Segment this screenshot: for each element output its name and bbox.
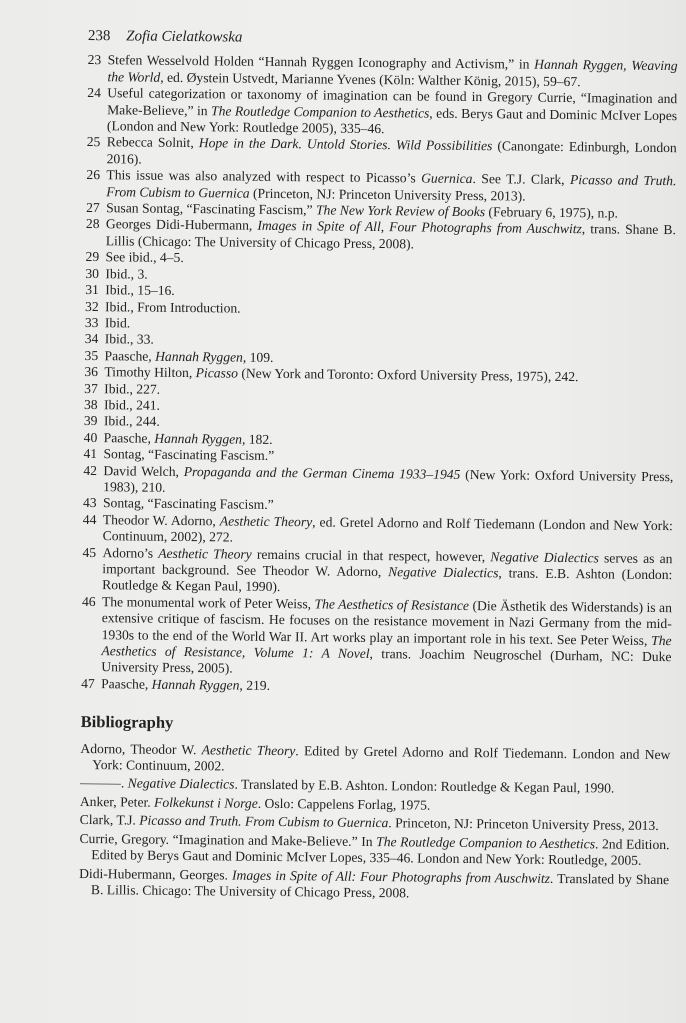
italic-title: Picasso and Truth. From Cubism to Guernica bbox=[106, 172, 677, 201]
text-run: Currie, Gregory. “Imagination and Make-Believe.” In bbox=[79, 830, 377, 849]
text-run: Sontag, “Fascinating Fascism.” bbox=[102, 495, 274, 513]
italic-title: The Aesthetics of Resistance, Volume 1: A Novel bbox=[101, 632, 672, 662]
italic-title: Aesthetic Theory bbox=[158, 545, 252, 562]
text-run: David Welch, bbox=[103, 462, 184, 479]
text-run: Timothy Hilton, bbox=[104, 364, 196, 381]
endnote-number: 38 bbox=[83, 396, 98, 413]
text-run: , ed. Gretel Adorno and Rolf Tiedemann (London and New York: Continuum, 2002), 272. bbox=[102, 514, 673, 545]
running-head bbox=[88, 28, 678, 51]
italic-title: Hannah Ryggen, Weaving the World bbox=[107, 57, 678, 85]
endnote-number: 34 bbox=[84, 331, 99, 347]
text-run: (February 6, 1975), n.p. bbox=[484, 204, 619, 221]
bibliography-entry bbox=[79, 831, 669, 870]
endnote bbox=[87, 85, 677, 140]
endnote-number: 43 bbox=[82, 495, 97, 511]
text-run: Ibid. bbox=[104, 315, 131, 331]
text-run: ———. bbox=[80, 775, 128, 791]
text-run: (Canongate: Edinburgh, London 2016). bbox=[106, 138, 677, 167]
italic-title: Negative Dialectics bbox=[388, 564, 499, 581]
endnote-number: 24 bbox=[87, 85, 101, 101]
text-run: (Princeton, NJ: Princeton University Press, 2013). bbox=[249, 185, 526, 204]
endnote bbox=[82, 545, 672, 600]
italic-title: The New York Review of Books bbox=[315, 202, 486, 220]
italic-title: Folkekunst i Norge bbox=[154, 794, 258, 811]
endnote bbox=[81, 594, 672, 682]
bibliography-list bbox=[79, 741, 671, 905]
page-number: 238 bbox=[87, 28, 111, 45]
text-run: Clark, T.J. bbox=[79, 812, 140, 828]
italic-title: The Routledge Companion to Aesthetics bbox=[376, 833, 596, 852]
endnote-number: 28 bbox=[85, 216, 100, 232]
text-run: serves as an important background. See Theodor W. Adorno, bbox=[102, 549, 673, 580]
endnote-number: 41 bbox=[83, 446, 98, 462]
italic-title: Images in Spite of All: Four Photographs from Auschwitz bbox=[231, 867, 551, 886]
italic-title: The Aesthetics of Resistance bbox=[314, 596, 470, 613]
italic-title: The Routledge Companion to Aesthetics bbox=[211, 102, 430, 121]
bibliography-entry bbox=[79, 865, 669, 904]
text-run: Paasche, bbox=[103, 429, 155, 446]
bibliography-heading: Bibliography bbox=[80, 712, 174, 733]
endnote-number: 33 bbox=[84, 314, 99, 331]
text-run: This issue was also analyzed with respect to Picasso’s bbox=[106, 167, 422, 186]
text-run: . Translated by Shane B. Lillis. Chicago: The University of Chicago Press, 2008. bbox=[90, 870, 670, 901]
italic-title: Hannah Ryggen bbox=[154, 430, 243, 447]
text-run: (New York and Toronto: Oxford University Press, 1975), 242. bbox=[237, 365, 579, 385]
endnote-number: 37 bbox=[84, 380, 98, 396]
text-run: Anker, Peter. bbox=[79, 793, 155, 810]
text-run: Adorno, Theodor W. bbox=[80, 740, 202, 757]
endnote-number: 27 bbox=[86, 200, 100, 216]
italic-title: Hannah Ryggen bbox=[155, 348, 243, 365]
endnote-text bbox=[107, 85, 677, 140]
text-run: Ibid., 227. bbox=[104, 380, 161, 397]
endnote-text bbox=[101, 594, 672, 682]
italic-title: Negative Dialectics bbox=[127, 775, 235, 793]
running-head-author: Zofia Cielatkowska bbox=[126, 28, 243, 46]
endnote-number: 42 bbox=[83, 462, 98, 478]
endnote-number: 30 bbox=[85, 265, 100, 281]
italic-title: Guernica bbox=[421, 170, 473, 187]
endnote-number: 32 bbox=[85, 298, 99, 314]
endnotes-list bbox=[81, 52, 678, 698]
endnote-number: 45 bbox=[82, 544, 97, 560]
text-run: Ibid., 15–16. bbox=[105, 282, 175, 299]
text-run: Paasche, bbox=[104, 347, 156, 364]
text-run: (Die Ästhetik des Widerstands) is an extensive critique of fascism. He focuses on the resistance movement in Nazi Germany from the mid-1930s to the end of the World War II. Art works play an important role in his text. See Peter Weiss, bbox=[101, 597, 673, 648]
text-run: remains crucial in that respect, however, bbox=[251, 546, 491, 564]
endnote-number: 29 bbox=[85, 249, 100, 265]
text-run: . Edited by Gretel Adorno and Rolf Tiedemann. London and New York: Continuum, 2002. bbox=[92, 742, 671, 774]
endnote-number: 40 bbox=[83, 429, 98, 445]
text-run: . Translated by E.B. Ashton. London: Routledge & Kegan Paul, 1990. bbox=[234, 777, 615, 797]
endnote-number: 31 bbox=[85, 282, 99, 298]
text-run: Susan Sontag, “Fascinating Fascism,” bbox=[106, 200, 317, 218]
endnote-number: 36 bbox=[84, 364, 99, 380]
book-page bbox=[79, 28, 678, 906]
text-run: Rebecca Solnit, bbox=[106, 134, 199, 151]
endnote-number: 23 bbox=[87, 52, 102, 68]
text-run: . 2nd Edition. Edited by Berys Gaut and Dominic McIver Lopes, 335–46. London and New York: Routledge, 2005. bbox=[91, 836, 670, 868]
text-run: Didi-Hubermann, Georges. bbox=[79, 865, 233, 883]
endnote-number: 46 bbox=[81, 593, 96, 609]
endnote-number: 26 bbox=[86, 167, 101, 183]
text-run: Stefen Wesselvold Holden “Hannah Ryggen Iconography and Activism,” in bbox=[107, 52, 535, 73]
text-run: Theodor W. Adorno, bbox=[102, 511, 220, 529]
italic-title: Negative Dialectics bbox=[490, 548, 599, 565]
text-run: , 182. bbox=[241, 431, 273, 447]
endnote-number: 35 bbox=[84, 347, 99, 363]
text-run: Paasche, bbox=[101, 676, 152, 692]
text-run: , 109. bbox=[242, 349, 274, 365]
text-run: Ibid., 241. bbox=[103, 397, 161, 413]
text-run: Ibid., From Introduction. bbox=[105, 298, 241, 316]
text-run: The monumental work of Peter Weiss, bbox=[101, 593, 315, 612]
text-run: Georges Didi-Hubermann, bbox=[105, 216, 258, 234]
italic-title: Aesthetic Theory bbox=[201, 741, 296, 758]
bibliography-entry bbox=[80, 741, 670, 780]
text-run: Sontag, “Fascinating Fascism.” bbox=[103, 446, 275, 464]
text-run: See ibid., 4–5. bbox=[105, 249, 184, 266]
endnote-number: 25 bbox=[86, 134, 101, 150]
text-run: Useful categorization or taxonomy of imagination can be found in Gregory Currie, “Imagination and Make-Believe,” in bbox=[107, 85, 678, 118]
text-run: , ed. Øystein Ustvedt, Marianne Yvenes (Köln: Walther König, 2015), 59–67. bbox=[160, 69, 581, 89]
text-run: . See T.J. Clark, bbox=[472, 171, 571, 188]
text-run: , 219. bbox=[239, 677, 271, 693]
text-run: , trans. Joachim Neugroschel (Durham, NC: Duke University Press, 2005). bbox=[101, 646, 672, 676]
text-run: Ibid., 244. bbox=[103, 413, 160, 430]
text-run: Adorno’s bbox=[102, 544, 159, 561]
italic-title: Picasso bbox=[195, 365, 239, 381]
endnote-number: 39 bbox=[83, 413, 98, 429]
text-run: , trans. E.B. Ashton (London: Routledge & Kegan Paul, 1990). bbox=[102, 565, 673, 595]
text-run: Ibid., 3. bbox=[105, 265, 148, 282]
italic-title: Picasso and Truth. From Cubism to Guernica bbox=[139, 812, 389, 831]
text-run: , trans. Shane B. Lillis (Chicago: The University of Chicago Press, 2008). bbox=[105, 221, 676, 252]
endnote-number: 47 bbox=[81, 675, 95, 691]
italic-title: Propaganda and the German Cinema 1933–1945 bbox=[183, 463, 461, 482]
text-run: . Oslo: Cappelens Forlag, 1975. bbox=[257, 795, 431, 813]
text-run: , eds. Berys Gaut and Dominic McIver Lopes (London and New York: Routledge 2005), 335–46. bbox=[106, 105, 678, 137]
text-run: Ibid., 33. bbox=[104, 331, 154, 348]
text-run: . Princeton, NJ: Princeton University Press, 2013. bbox=[388, 815, 659, 834]
italic-title: Images in Spite of All, Four Photographs from Auschwitz bbox=[257, 218, 582, 237]
text-run: (New York: Oxford University Press, 1983), 210. bbox=[103, 466, 674, 495]
endnote-text bbox=[102, 545, 672, 600]
italic-title: Hannah Ryggen bbox=[151, 676, 240, 693]
italic-title: Hope in the Dark. Untold Stories. Wild Possibilities bbox=[198, 135, 493, 154]
italic-title: Aesthetic Theory bbox=[219, 513, 313, 530]
endnote-number: 44 bbox=[82, 511, 97, 527]
